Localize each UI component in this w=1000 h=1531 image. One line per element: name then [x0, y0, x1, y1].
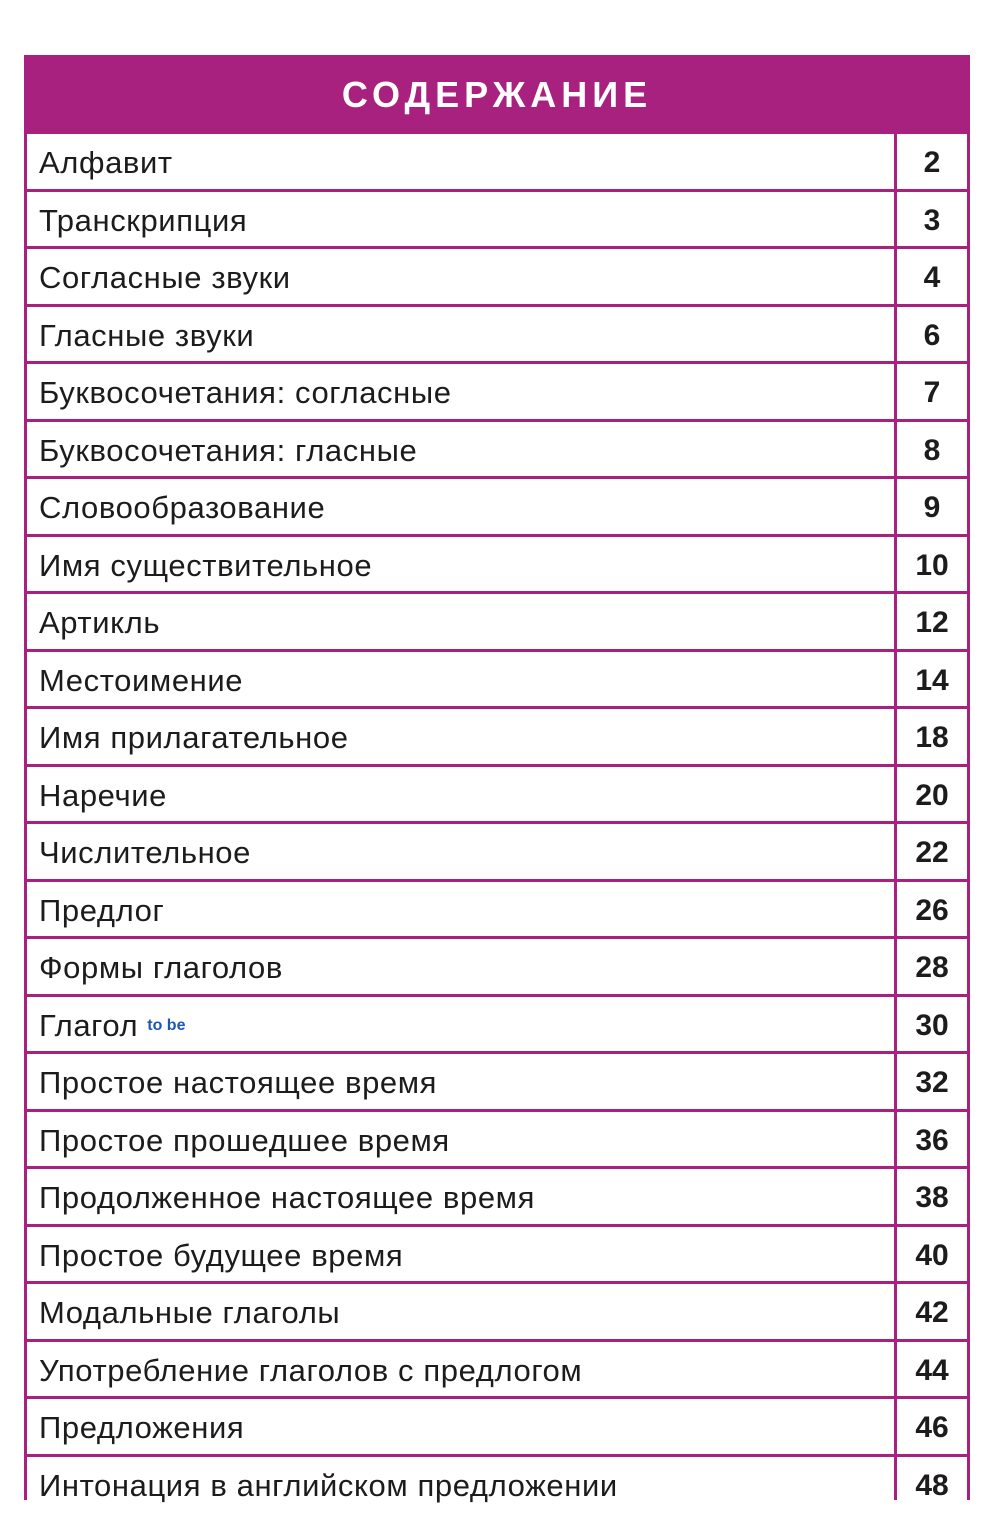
- toc-entry-page-number: 44: [915, 1353, 949, 1387]
- toc-entry-title-cell: [27, 1169, 894, 1224]
- toc-entry-title: Наречие: [39, 777, 167, 813]
- toc-row[interactable]: [27, 709, 967, 764]
- toc-entry-title-cell: [27, 249, 894, 304]
- toc-entry-page-cell: [897, 824, 967, 879]
- toc-entry-title: Модальные глаголы: [39, 1295, 341, 1331]
- toc-entry-title-cell: [27, 767, 894, 822]
- toc-entry-page-number: 9: [923, 491, 941, 525]
- toc-title: СОДЕРЖАНИЕ: [341, 73, 653, 115]
- toc-entry-title-cell: [27, 479, 894, 534]
- toc-entry-page-cell: [897, 1054, 967, 1109]
- toc-row[interactable]: [27, 652, 967, 707]
- toc-row[interactable]: [27, 997, 967, 1052]
- toc-entry-page-cell: [897, 364, 967, 419]
- toc-entry-title-cell: [27, 307, 894, 362]
- toc-entry-title-cell: [27, 1399, 894, 1454]
- toc-entry-page-cell: [897, 537, 967, 592]
- toc-entry-page-cell: [897, 1284, 967, 1339]
- toc-entry-page-number: 7: [923, 376, 941, 410]
- toc-entry-title-cell: [27, 1284, 894, 1339]
- toc-entry-title: Продолженное настоящее время: [39, 1180, 535, 1216]
- toc-entry-page-number: 14: [915, 663, 949, 697]
- toc-entry-page-cell: [897, 1169, 967, 1224]
- toc-entry-page-cell: [897, 882, 967, 937]
- toc-entry-page-cell: [897, 767, 967, 822]
- toc-entry-title: Простое будущее время: [39, 1237, 404, 1273]
- toc-row[interactable]: [27, 1399, 967, 1454]
- toc-entry-title-cell: [27, 1227, 894, 1282]
- toc-entry-title: Простое прошедшее время: [39, 1122, 450, 1158]
- toc-entry-page-cell: [897, 939, 967, 994]
- toc-row[interactable]: [27, 1284, 967, 1339]
- toc-rows: [27, 134, 967, 1511]
- toc-row[interactable]: [27, 249, 967, 304]
- toc-entry-page-number: 3: [923, 203, 941, 237]
- toc-entry-title: Имя прилагательное: [39, 720, 349, 756]
- toc-entry-title: Предложения: [39, 1410, 245, 1446]
- toc-row[interactable]: [27, 939, 967, 994]
- toc-entry-title: Местоимение: [39, 662, 244, 698]
- toc-entry-page-cell: [897, 1457, 967, 1512]
- toc-entry-page-number: 46: [915, 1411, 949, 1445]
- toc-entry-title: Буквосочетания: гласные: [39, 432, 418, 468]
- toc-row[interactable]: [27, 479, 967, 534]
- toc-entry-title: Транскрипция: [39, 202, 248, 238]
- toc-entry-title-cell: [27, 652, 894, 707]
- toc-entry-page-cell: [897, 594, 967, 649]
- toc-entry-title: Согласные звуки: [39, 260, 291, 296]
- toc-row[interactable]: [27, 1227, 967, 1282]
- toc-entry-page-number: 4: [923, 261, 941, 295]
- toc-row[interactable]: [27, 364, 967, 419]
- toc-entry-title: Артикль: [39, 605, 161, 641]
- toc-entry-page-number: 2: [923, 146, 941, 180]
- toc-entry-page-cell: [897, 997, 967, 1052]
- toc-entry-page-number: 30: [915, 1008, 949, 1042]
- toc-entry-title-cell: [27, 364, 894, 419]
- toc-entry-page-number: 18: [915, 721, 949, 755]
- toc-entry-page-cell: [897, 479, 967, 534]
- toc-row[interactable]: [27, 1169, 967, 1224]
- toc-entry-page-number: 22: [915, 836, 949, 870]
- toc-row[interactable]: [27, 134, 967, 189]
- toc-entry-title: Простое настоящее время: [39, 1065, 438, 1101]
- toc-entry-page-number: 28: [915, 951, 949, 985]
- toc-entry-title-cell: [27, 1342, 894, 1397]
- toc-entry-page-cell: [897, 709, 967, 764]
- toc-entry-title: Гласные звуки: [39, 317, 255, 353]
- toc-entry-page-number: 26: [915, 893, 949, 927]
- toc-entry-title: Глагол: [39, 1007, 139, 1043]
- toc-entry-title-cell: [27, 882, 894, 937]
- toc-row[interactable]: [27, 594, 967, 649]
- toc-row[interactable]: [27, 307, 967, 362]
- toc-entry-page-cell: [897, 652, 967, 707]
- toc-entry-title-cell: [27, 594, 894, 649]
- toc-entry-page-cell: [897, 1399, 967, 1454]
- toc-entry-page-number: 42: [915, 1296, 949, 1330]
- toc-entry-page-cell: [897, 422, 967, 477]
- toc-entry-page-number: 36: [915, 1123, 949, 1157]
- toc-entry-page-number: 12: [915, 606, 949, 640]
- toc-entry-title-cell: [27, 537, 894, 592]
- toc-entry-title-cell: [27, 939, 894, 994]
- toc-row[interactable]: [27, 192, 967, 247]
- toc-entry-title-cell: [27, 1112, 894, 1167]
- toc-entry-page-number: 10: [915, 548, 949, 582]
- toc-entry-title-cell: [27, 134, 894, 189]
- toc-header: [24, 55, 970, 134]
- toc-entry-page-cell: [897, 192, 967, 247]
- toc-entry-title-cell: [27, 824, 894, 879]
- toc-entry-page-cell: [897, 1227, 967, 1282]
- toc-row[interactable]: [27, 824, 967, 879]
- toc-entry-page-number: 6: [923, 318, 941, 352]
- toc-entry-title-cell: [27, 1457, 894, 1512]
- toc-entry-title: Интонация в английском предложении: [39, 1467, 618, 1503]
- toc-entry-page-cell: [897, 1342, 967, 1397]
- toc-entry-title-cell: [27, 422, 894, 477]
- toc-entry-page-number: 38: [915, 1181, 949, 1215]
- toc-entry-title: Употребление глаголов с предлогом: [39, 1352, 583, 1388]
- toc-row[interactable]: [27, 1342, 967, 1397]
- toc-entry-page-number: 8: [923, 433, 941, 467]
- toc-entry-title: Имя существительное: [39, 547, 373, 583]
- toc-entry-page-cell: [897, 307, 967, 362]
- toc-row[interactable]: [27, 767, 967, 822]
- toc-entry-title-cell: [27, 192, 894, 247]
- toc-entry-page-number: 32: [915, 1066, 949, 1100]
- toc-entry-title: Предлог: [39, 892, 165, 928]
- toc-entry-page-number: 48: [915, 1468, 949, 1502]
- toc-entry-highlight: to be: [147, 1016, 186, 1034]
- toc-row[interactable]: [27, 422, 967, 477]
- toc-entry-title: Буквосочетания: согласные: [39, 375, 452, 411]
- toc-row[interactable]: [27, 1457, 967, 1512]
- toc-entry-page-number: 20: [915, 778, 949, 812]
- toc-entry-title: Числительное: [39, 835, 251, 871]
- toc-entry-title-cell: [27, 1054, 894, 1109]
- toc-entry-title: Алфавит: [39, 145, 173, 181]
- toc-entry-page-cell: [897, 249, 967, 304]
- toc-row[interactable]: [27, 1112, 967, 1167]
- toc-entry-page-cell: [897, 1112, 967, 1167]
- toc-row[interactable]: [27, 882, 967, 937]
- toc-row[interactable]: [27, 1054, 967, 1109]
- toc-entry-title: Словообразование: [39, 490, 326, 526]
- toc-row[interactable]: [27, 537, 967, 592]
- toc-entry-title-cell: [27, 997, 894, 1052]
- toc-entry-title-cell: [27, 709, 894, 764]
- toc-entry-title: Формы глаголов: [39, 950, 283, 986]
- toc-entry-page-cell: [897, 134, 967, 189]
- toc-entry-page-number: 40: [915, 1238, 949, 1272]
- table-of-contents: [24, 55, 970, 1503]
